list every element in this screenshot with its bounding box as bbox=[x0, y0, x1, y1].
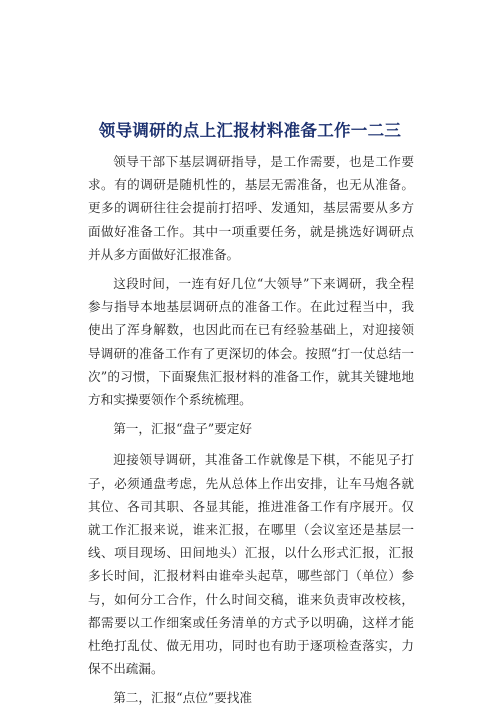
section-heading-2: 第二，汇报“点位”要找准 bbox=[113, 690, 253, 706]
document-title: 领导调研的点上汇报材料准备工作一二三 bbox=[98, 121, 402, 140]
paragraph-background: 这段时间，一连有好几位“大领导”下来调研，我全程参与指导本地基层调研点的准备工作。在此过程当中，我使出了浑身解数，也因此而在已有经验基础上，对迎接领导调研的准备工作有了更深切的体会。按照“打一仗总结一次”的习惯，下面聚焦汇报材料的准备工作，就其关键地地方和实操要领作个系统梳理。 bbox=[88, 276, 414, 408]
paragraph-section-1: 迎接领导调研，其准备工作就像是下棋，不能见子打子，必须通盘考虑，先从总体上作出安排，让车马炮各就其位、各司其职、各显其能，推进准备工作有序展开。仅就工作汇报来说，谁来汇报，在哪里（会议室还是基层一线、项目现场、田间地头）汇报，以什么形式汇报，汇报多长时间，汇报材料由谁牵头起草，哪些部门（单位）参与，如何分工合作，什么时间交稿，谁来负责审改校核，都需要以工作细案或任务清单的方式予以明确，这样才能杜绝打乱仗、做无用功，同时也有助于逐项检查落实，力保不出疏漏。 bbox=[88, 452, 414, 677]
document-body bbox=[88, 150, 414, 718]
section-heading-1: 第一，汇报“盘子”要定好 bbox=[113, 421, 253, 437]
paragraph-intro: 领导干部下基层调研指导，是工作需要，也是工作要求。有的调研是随机性的，基层无需准备，也无从准备。更多的调研往往会提前打招呼、发通知，基层需要从多方面做好准备工作。其中一项重要任务，就是挑选好调研点并从多方面做好汇报准备。 bbox=[88, 154, 414, 262]
